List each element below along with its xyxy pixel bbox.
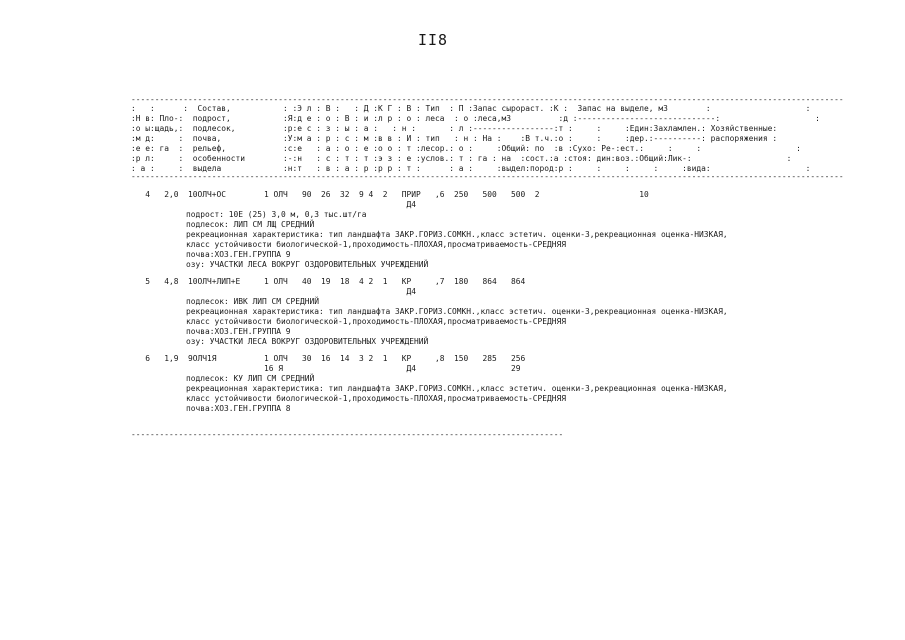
header-line: :Н в: Пло-: подрост, :Я:д е : о : В : и :л р : о : леса : о :леса,м3 :д :-----------------------------: : [131, 114, 820, 123]
header-line: :о ы:щадь,: подлесок, :р:е с : з : ы : а : : н : : л :-----------------:т : : :Един:Захламлен.: Хозяйственные: [131, 124, 778, 133]
record-sub-line: 16 Я Д4 29 [131, 364, 521, 373]
record-main-line: 5 4,8 10ОЛЧ+ЛИП+Е 1 ОЛЧ 40 19 18 4 2 1 КР ,7 180 864 864 [131, 277, 526, 286]
record-detail-line: подрост: 10Е (25) 3,0 м, 0,3 тыс.шт/га [186, 210, 367, 219]
page-number: II8 [418, 31, 449, 49]
record-detail-line: рекреационная характеристика: тип ландшафта ЗАКР.ГОРИЗ.СОМКН.,класс эстетич. оценки-3,рекреационная оценка-НИЗКАЯ, [186, 384, 728, 393]
header-line: :м д: : почва, :У:м а : р : с : м :в в : И : тип : н : На : :В т.ч.:о : : :дер.:----------: распоряжения : [131, 134, 778, 143]
record-detail-line: подлесок: ИВК ЛИП СМ СРЕДНИЙ [186, 297, 320, 306]
record-sub-line: Д4 [131, 200, 417, 209]
record-detail-line: класс устойчивости биологической-1,проходимость-ПЛОХАЯ,просматриваемость-СРЕДНЯЯ [186, 394, 567, 403]
record-detail-line: класс устойчивости биологической-1,проходимость-ПЛОХАЯ,просматриваемость-СРЕДНЯЯ [186, 317, 567, 326]
record-detail-line: подлесок: ЛИП СМ ЛЩ СРЕДНИЙ [186, 220, 315, 229]
record-detail-line: почва:ХОЗ.ГЕН.ГРУППА 9 [186, 250, 291, 259]
header-rule-top: ------------------------------------------------------------------------------------------------------------------------------------------------------ [131, 95, 844, 104]
record-detail-line: класс устойчивости биологической-1,проходимость-ПЛОХАЯ,просматриваемость-СРЕДНЯЯ [186, 240, 567, 249]
record-sub-line: Д4 [131, 287, 417, 296]
header-line: : : : Состав, : :Э л : В : : Д :К Г : В : Тип : П :Запас сырораст. :К : Запас на выделе, м3 : : [131, 104, 811, 113]
record-detail-line: почва:ХОЗ.ГЕН.ГРУППА 9 [186, 327, 291, 336]
closing-rule: ------------------------------------------------------------------------------------------- [131, 430, 564, 439]
record-main-line: 6 1,9 9ОЛЧ1Я 1 ОЛЧ 30 16 14 3 2 1 КР ,8 150 285 256 [131, 354, 526, 363]
record-detail-line: почва:ХОЗ.ГЕН.ГРУППА 8 [186, 404, 291, 413]
record-detail-line: подлесок: КУ ЛИП СМ СРЕДНИЙ [186, 374, 315, 383]
header-line: :р л: : особенности :-:н : с : т : т :э з : е :услов.: т : га : на :сост.:а :стоя: дин:воз.:Общий:Лик-: : [131, 154, 792, 163]
record-detail-line: рекреационная характеристика: тип ландшафта ЗАКР.ГОРИЗ.СОМКН.,класс эстетич. оценки-3,рекреационная оценка-НИЗКАЯ, [186, 230, 728, 239]
record-detail-line: рекреационная характеристика: тип ландшафта ЗАКР.ГОРИЗ.СОМКН.,класс эстетич. оценки-3,рекреационная оценка-НИЗКАЯ, [186, 307, 728, 316]
record-detail-line: озу: УЧАСТКИ ЛЕСА ВОКРУГ ОЗДОРОВИТЕЛЬНЫХ УЧРЕЖДЕНИЙ [186, 260, 429, 269]
header-line: :е е: га : рельеф, :с:е : а : о : е :о о : т :лесор.: о : :Общий: по :в :Сухо: Ре-:ест.: : : : [131, 144, 801, 153]
record-detail-line: озу: УЧАСТКИ ЛЕСА ВОКРУГ ОЗДОРОВИТЕЛЬНЫХ УЧРЕЖДЕНИЙ [186, 337, 429, 346]
header-rule-bottom: ------------------------------------------------------------------------------------------------------------------------------------------------------ [131, 172, 844, 181]
header-line: : а : : выдела :н:т : в : а : р :р р : т : : а : :выдел:пород:р : : : : :вида: : [131, 164, 811, 173]
record-main-line: 4 2,0 10ОЛЧ+ОС 1 ОЛЧ 90 26 32 9 4 2 ПРИР ,6 250 500 500 2 10 [131, 190, 649, 199]
